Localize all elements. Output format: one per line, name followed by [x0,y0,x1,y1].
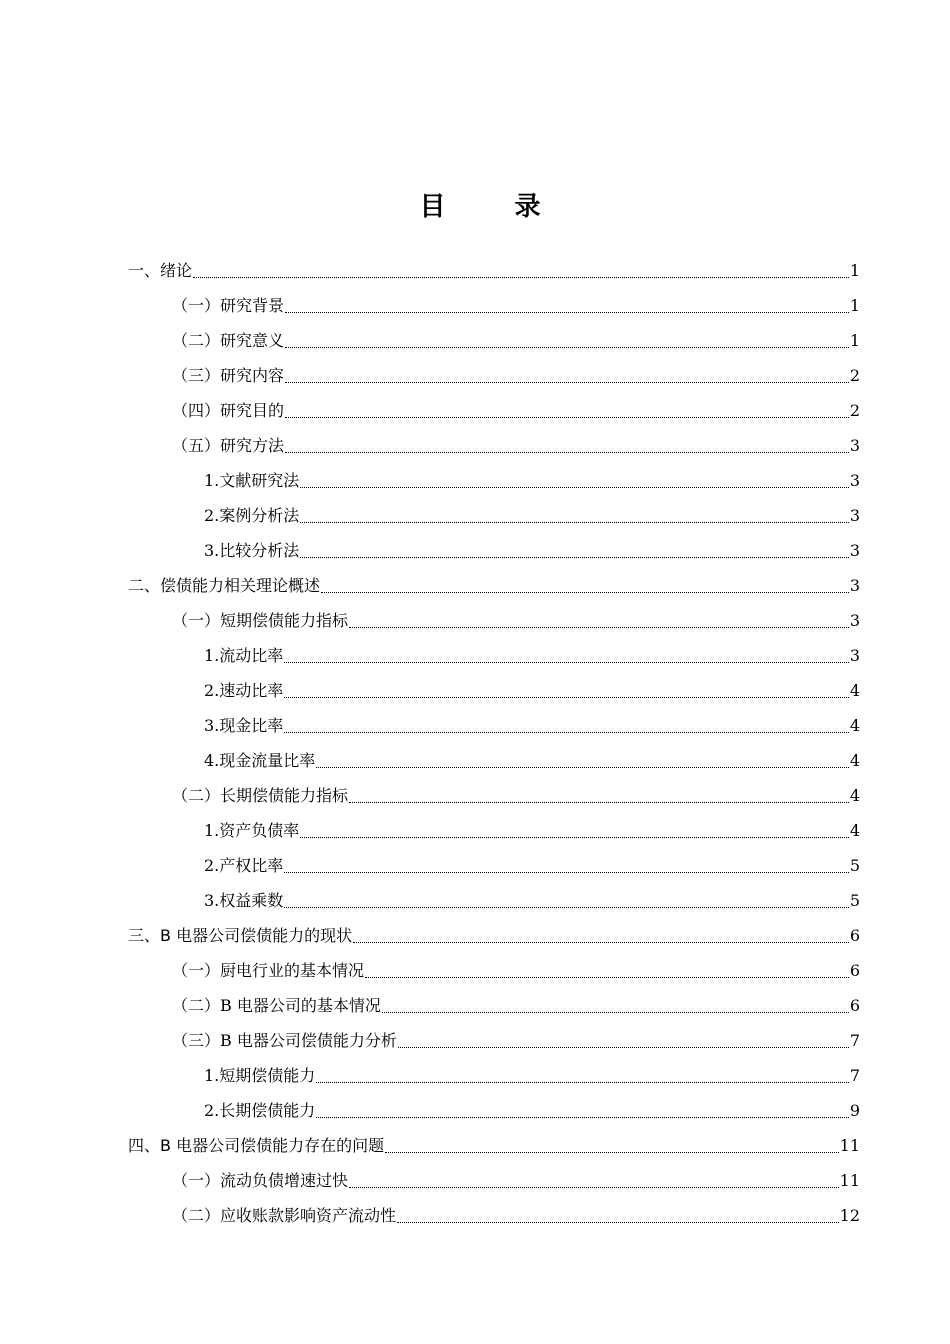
toc-page-number: 3 [849,540,860,560]
toc-entry[interactable] [128,708,860,743]
toc-page-number: 4 [849,820,860,840]
dot-leader [365,976,849,978]
toc-entry-text: （二）B 电器公司的基本情况 [172,995,381,1015]
toc-entry[interactable] [128,1058,860,1093]
dot-leader [285,416,849,418]
dot-leader [284,661,849,663]
toc-entry[interactable] [128,1093,860,1128]
toc-entry[interactable] [128,638,860,673]
toc-entry[interactable] [128,568,860,603]
dot-leader [321,591,849,593]
toc-entry[interactable] [128,988,860,1023]
dot-leader [397,1221,839,1223]
dot-leader [385,1151,839,1153]
dot-leader [285,311,849,313]
toc-entry-text: 1.短期偿债能力 [204,1065,316,1085]
toc-entry-text: （二）应收账款影响资产流动性 [172,1205,397,1225]
toc-entry[interactable] [128,288,860,323]
toc-entry[interactable] [128,918,860,953]
toc-page-number: 11 [839,1135,860,1155]
toc-page-number: 3 [849,470,860,490]
toc-page-number: 11 [839,1170,860,1190]
toc-entry[interactable] [128,253,860,288]
toc-page-number: 1 [849,330,860,350]
toc-page-number: 3 [849,505,860,525]
dot-leader [284,696,849,698]
toc-page-number: 9 [849,1100,860,1120]
toc-page-number: 1 [849,295,860,315]
toc-entry-text: （一）研究背景 [172,295,285,315]
dot-leader [316,766,849,768]
dot-leader [349,1186,839,1188]
toc-entry-text: （一）厨电行业的基本情况 [172,960,365,980]
toc-entry-text: 1.流动比率 [204,645,284,665]
toc-entry[interactable] [128,533,860,568]
dot-leader [193,276,849,278]
toc-entry-text: 2.长期偿债能力 [204,1100,316,1120]
dot-leader [300,836,849,838]
toc-page-number: 7 [849,1065,860,1085]
toc-entry[interactable] [128,848,860,883]
dot-leader [300,556,849,558]
toc-entry-text: 3.现金比率 [204,715,284,735]
toc-page-number: 3 [849,435,860,455]
toc-page-number: 2 [849,400,860,420]
toc-entry-text: 一、绪论 [128,260,193,280]
toc-page-number: 1 [849,260,860,280]
toc-entry-text: 2.速动比率 [204,680,284,700]
toc-entry-text: 1.文献研究法 [204,470,300,490]
toc-page-number: 7 [849,1030,860,1050]
toc-page-number: 6 [849,960,860,980]
toc-entry-text: 2.案例分析法 [204,505,300,525]
toc-title: 目 录 [419,192,571,222]
dot-leader [349,801,849,803]
dot-leader [300,521,849,523]
toc-entry-text: 三、B 电器公司偿债能力的现状 [128,925,353,945]
toc-entry-text: （五）研究方法 [172,435,285,455]
toc-entry-text: （二）研究意义 [172,330,285,350]
toc-page-number: 5 [849,890,860,910]
toc-entry[interactable] [128,428,860,463]
dot-leader [382,1011,849,1013]
toc-entry[interactable] [128,673,860,708]
toc-entry[interactable] [128,358,860,393]
toc-entry[interactable] [128,1128,860,1163]
toc-entry-text: （一）短期偿债能力指标 [172,610,349,630]
toc-entry-text: （一）流动负债增速过快 [172,1170,349,1190]
toc-page-number: 4 [849,715,860,735]
toc-entry[interactable] [128,1023,860,1058]
dot-leader [316,1081,849,1083]
dot-leader [284,731,849,733]
toc-page-number: 4 [849,750,860,770]
toc-page-number: 2 [849,365,860,385]
dot-leader [285,381,849,383]
toc-entry-text: 3.比较分析法 [204,540,300,560]
toc-entry[interactable] [128,393,860,428]
toc-page-number: 3 [849,610,860,630]
toc-list [128,253,860,1233]
toc-page-number: 12 [839,1205,860,1225]
toc-entry[interactable] [128,1163,860,1198]
toc-entry[interactable] [128,603,860,638]
toc-entry[interactable] [128,743,860,778]
dot-leader [353,941,849,943]
toc-entry[interactable] [128,463,860,498]
toc-page-number: 4 [849,680,860,700]
dot-leader [300,486,849,488]
toc-page-number: 6 [849,995,860,1015]
dot-leader [285,451,849,453]
toc-entry-text: （二）长期偿债能力指标 [172,785,349,805]
toc-entry-text: 二、偿债能力相关理论概述 [128,575,321,595]
toc-entry[interactable] [128,883,860,918]
toc-page-number: 4 [849,785,860,805]
toc-entry-text: （三）研究内容 [172,365,285,385]
dot-leader [284,871,849,873]
toc-entry-text: 3.权益乘数 [204,890,284,910]
toc-entry[interactable] [128,323,860,358]
toc-entry[interactable] [128,778,860,813]
dot-leader [398,1046,849,1048]
toc-page-number: 3 [849,575,860,595]
toc-entry-text: （三）B 电器公司偿债能力分析 [172,1030,397,1050]
toc-entry-text: 2.产权比率 [204,855,284,875]
dot-leader [285,346,849,348]
toc-entry[interactable] [128,1198,860,1233]
dot-leader [316,1116,849,1118]
toc-entry-text: 1.资产负债率 [204,820,300,840]
toc-entry-text: 4.现金流量比率 [204,750,316,770]
toc-entry[interactable] [128,953,860,988]
toc-page-number: 5 [849,855,860,875]
toc-page-number: 6 [849,925,860,945]
dot-leader [284,906,849,908]
toc-entry[interactable] [128,813,860,848]
dot-leader [349,626,849,628]
toc-entry-text: 四、B 电器公司偿债能力存在的问题 [128,1135,385,1155]
toc-entry-text: （四）研究目的 [172,400,285,420]
toc-entry[interactable] [128,498,860,533]
toc-page-number: 3 [849,645,860,665]
